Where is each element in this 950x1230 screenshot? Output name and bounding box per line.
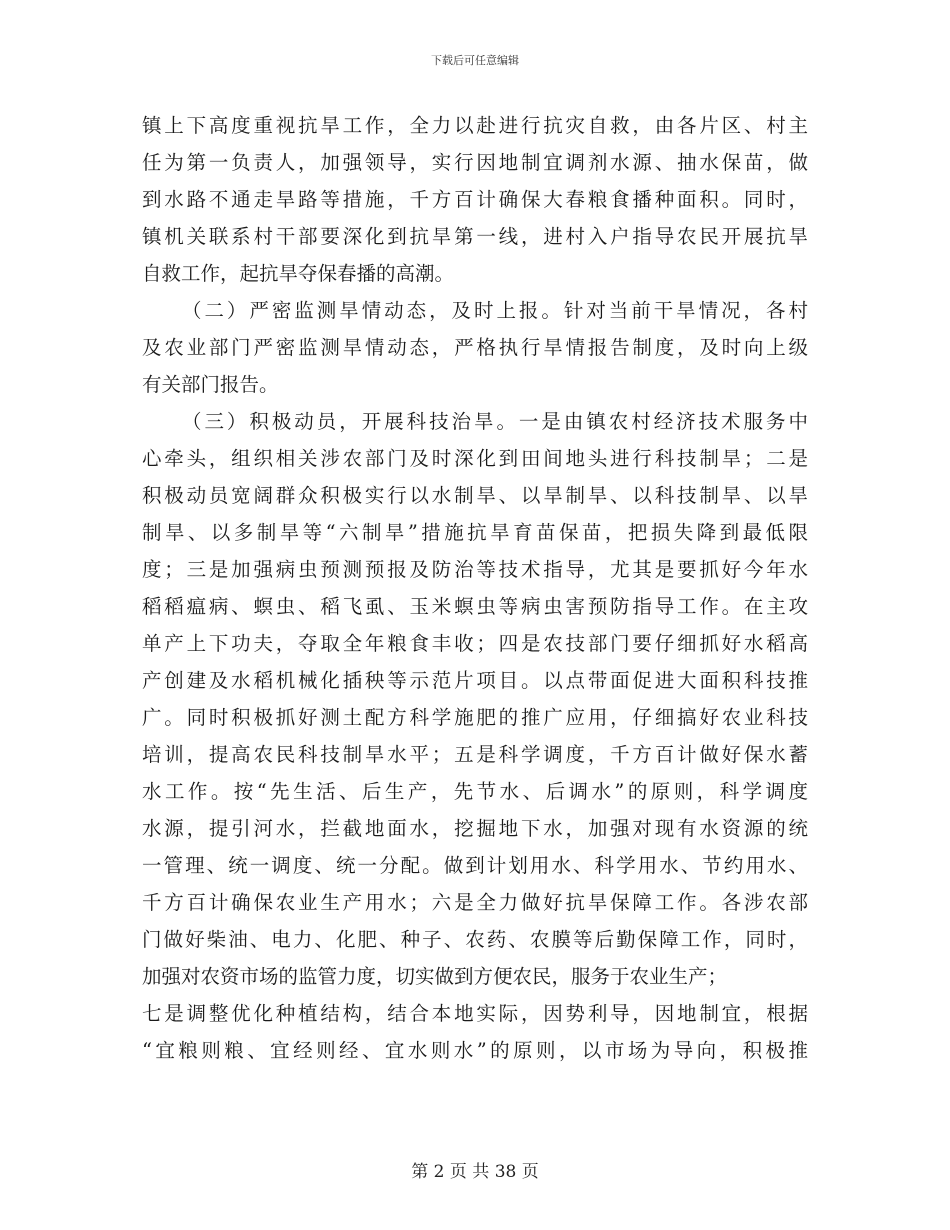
text-line: 一管理、统一调度、统一分配。做到计划用水、科学用水、节约用水、	[142, 854, 808, 877]
text-line: “宜粮则粮、宜经则经、宜水则水”的原则，以市场为导向，积极推	[142, 1039, 808, 1062]
text-line: 加强对农资市场的监管力度，切实做到方便农民，服务于农业生产；	[142, 965, 728, 988]
text-line: 稻稻瘟病、螟虫、稻飞虱、玉米螟虫等病虫害预防指导工作。在主攻	[142, 595, 808, 618]
text-line: 自救工作，起抗旱夺保春播的高潮。	[142, 262, 455, 285]
text-line: 单产上下功夫，夺取全年粮食丰收；四是农技部门要仔细抓好水稻高	[142, 632, 808, 655]
text-line: 到水路不通走旱路等措施，千方百计确保大春粮食播种面积。同时，	[142, 188, 808, 211]
paragraph	[142, 107, 808, 292]
text-line: 千方百计确保农业生产用水；六是全力做好抗旱保障工作。各涉农部	[142, 891, 808, 914]
text-line: 培训，提高农民科技制旱水平；五是科学调度，千方百计做好保水蓄	[142, 743, 808, 766]
text-line: 度；三是加强病虫预测预报及防治等技术指导，尤其是要抓好今年水	[142, 558, 808, 581]
text-line: 门做好柴油、电力、化肥、种子、农药、农膜等后勤保障工作，同时，	[142, 928, 808, 951]
document-body	[142, 107, 808, 1069]
page-number: 第 2 页 共 38 页	[411, 1162, 539, 1182]
text-line: 有关部门报告。	[142, 373, 279, 396]
text-line: 制旱、以多制旱等“六制旱”措施抗旱育苗保苗，把损失降到最低限	[142, 521, 808, 544]
text-line: 及农业部门严密监测旱情动态，严格执行旱情报告制度，及时向上级	[142, 336, 808, 359]
text-line: 心牵头，组织相关涉农部门及时深化到田间地头进行科技制旱；二是	[142, 447, 808, 470]
text-line: 广。同时积极抓好测土配方科学施肥的推广应用，仔细搞好农业科技	[142, 706, 808, 729]
text-line: 任为第一负责人，加强领导，实行因地制宜调剂水源、抽水保苗，做	[142, 151, 808, 174]
text-line: （二）严密监测旱情动态，及时上报。针对当前干旱情况，各村	[182, 299, 808, 322]
text-line: （三）积极动员，开展科技治旱。一是由镇农村经济技术服务中	[182, 410, 808, 433]
text-line: 水源，提引河水，拦截地面水，挖掘地下水，加强对现有水资源的统	[142, 817, 808, 840]
text-line: 镇上下高度重视抗旱工作，全力以赴进行抗灾自救，由各片区、村主	[142, 114, 808, 137]
text-line: 水工作。按“先生活、后生产，先节水、后调水”的原则，科学调度	[142, 780, 808, 803]
text-line: 镇机关联系村干部要深化到抗旱第一线，进村入户指导农民开展抗旱	[142, 225, 808, 248]
page-header-note: 下载后可任意编辑	[431, 54, 519, 67]
paragraph	[142, 403, 808, 1069]
text-line: 七是调整优化种植结构，结合本地实际，因势利导，因地制宜，根据	[142, 1002, 808, 1025]
paragraph	[142, 292, 808, 403]
text-line: 产创建及水稻机械化插秧等示范片项目。以点带面促进大面积科技推	[142, 669, 808, 692]
text-line: 积极动员宽阔群众积极实行以水制旱、以旱制旱、以科技制旱、以旱	[142, 484, 808, 507]
